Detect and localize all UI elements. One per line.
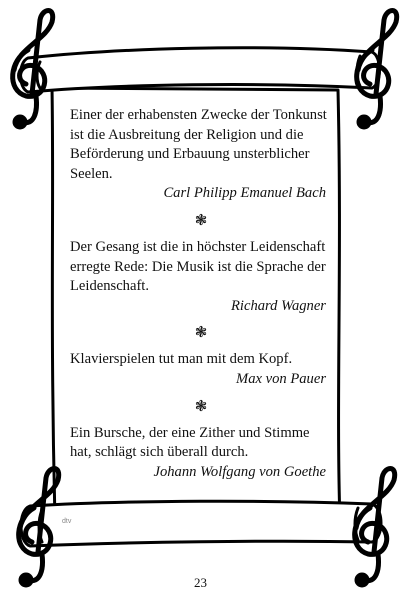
quote-text: Klavierspielen tut man mit dem Kopf. [70,351,293,368]
quote-author: Carl Philipp Emanuel Bach [163,185,326,202]
separator-icon: ❃ [194,210,208,229]
quote-author: Max von Pauer [236,370,326,387]
quotes-block [70,106,332,482]
separator-icon: ❃ [194,323,208,342]
watermark: dtv [62,518,72,525]
quote-author: Johann Wolfgang von Goethe [153,463,326,480]
page-number: 23 [194,575,207,590]
quote-text: Der Gesang ist die in höchster Leidenschaft erregte Rede: Die Musik ist die Sprache der Leidenschaft. [70,238,326,295]
quote-author: Richard Wagner [231,297,326,314]
quote-2 [70,238,332,316]
quote-1 [70,106,332,204]
separator-icon: ❃ [194,396,208,415]
quote-text: Einer der erhabensten Zwecke der Tonkunst ist die Ausbreitung der Religion und die Beförderung und Erbauung unsterblicher Seelen. [70,107,327,182]
quote-4 [70,424,332,483]
quote-text: Ein Bursche, der eine Zither und Stimme hat, schlägt sich überall durch. [70,424,310,461]
quote-3 [70,350,332,389]
